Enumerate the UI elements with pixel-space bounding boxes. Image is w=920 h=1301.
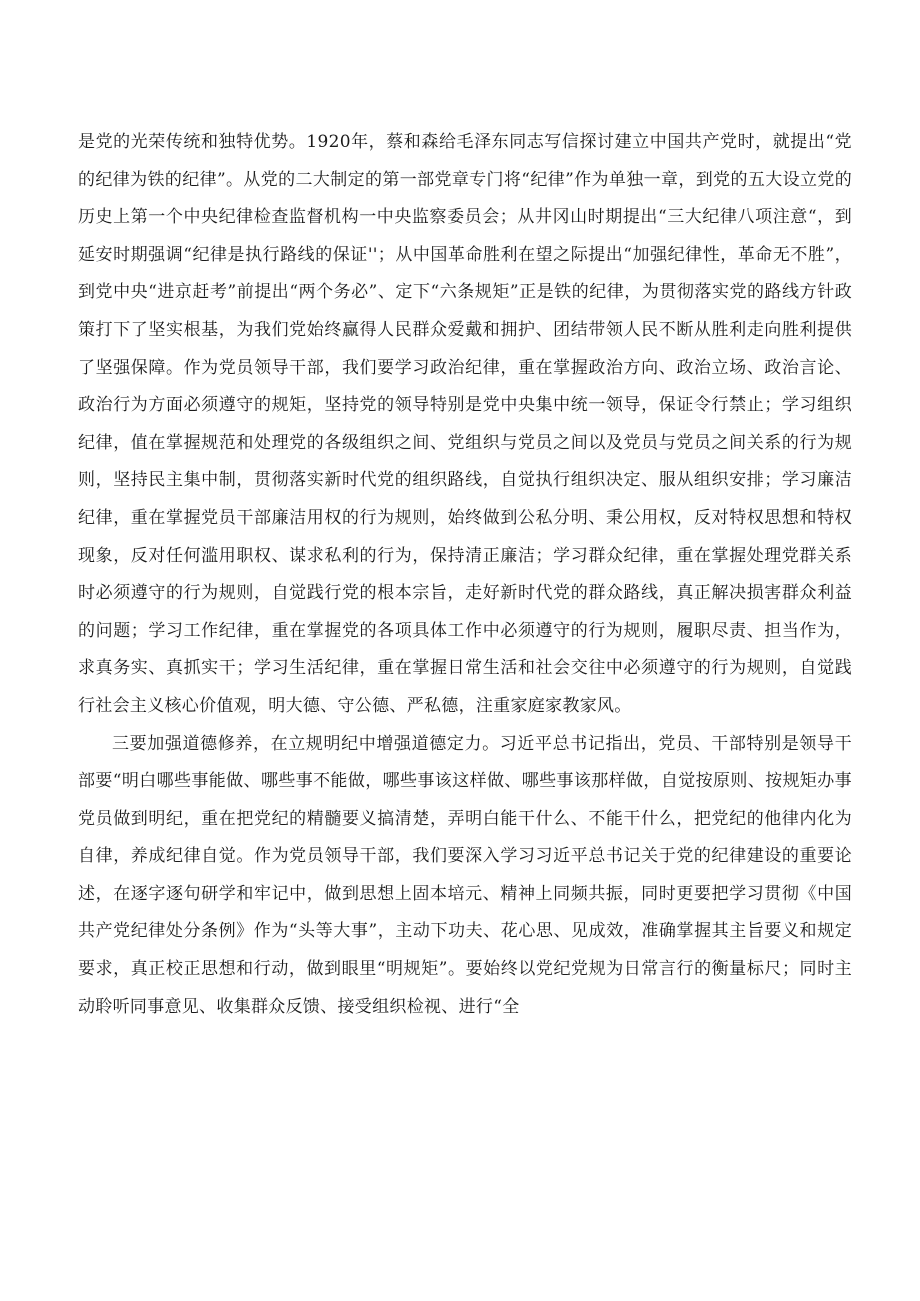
document-body [78,124,852,1026]
paragraph-discipline-history: 是党的光荣传统和独特优势。1920年，蔡和森给毛泽东同志写信探讨建立中国共产党时，就提出“党的纪律为铁的纪律”。从党的二大制定的第一部党章专门将“纪律”作为单独一章，到党的五大设立党的历史上第一个中央纪律检查监督机构一中央监察委员会；从井冈山时期提出“三大纪律八项注意“，到延安时期强调“纪律是执行路线的保证''；从中国革命胜利在望之际提出“加强纪律性，革命无不胜”，到党中央“进京赶考”前提出“两个务必”、定下“六条规矩”正是铁的纪律，为贯彻落实党的路线方针政策打下了坚实根基，为我们党始终赢得人民群众爱戴和拥护、团结带领人民不断从胜利走向胜利提供了坚强保障。作为党员领导干部，我们要学习政治纪律，重在掌握政治方向、政治立场、政治言论、政治行为方面必须遵守的规矩，坚持党的领导特别是党中央集中统一领导，保证令行禁止；学习组织纪律，值在掌握规范和处理党的各级组织之间、党组织与党员之间以及党员与党员之间关系的行为规则，坚持民主集中制，贯彻落实新时代党的组织路线，自觉执行组织决定、服从组织安排；学习廉洁纪律，重在掌握党员干部廉洁用权的行为规则，始终做到公私分明、秉公用权，反对特权思想和特权现象，反对任何滥用职权、谋求私利的行为，保持清正廉洁；学习群众纪律，重在掌握处理党群关系时必须遵守的行为规则，自觉践行党的根本宗旨，走好新时代党的群众路线，真正解决损害群众利益的问题；学习工作纪律，重在掌握党的各项具体工作中必须遵守的行为规则，履职尽责、担当作为，求真务实、真抓实干；学习生活纪律，重在掌握日常生活和社会交往中必须遵守的行为规则，自觉践行社会主义核心价值观，明大德、守公德、严私德，注重家庭家教家风。 [78,132,852,716]
paragraph-moral-cultivation: 三要加强道德修养，在立规明纪中增强道德定力。习近平总书记指出，党员、干部特别是领导干部要“明白哪些事能做、哪些事不能做，哪些事该这样做、哪些事该那样做，自觉按原则、按规矩办事党员做到明纪，重在把党纪的精髓要义搞清楚，弄明白能干什么、不能干什么，把党纪的他律内化为自律，养成纪律自觉。作为党员领导干部，我们要深入学习习近平总书记关于党的纪律建设的重要论述，在逐字逐句研学和牢记中，做到思想上固本培元、精神上同频共振，同时更要把学习贯彻《中国共产党纪律处分条例》作为“头等大事”，主动下功夫、花心思、见成效，准确掌握其主旨要义和规定要求，真正校正思想和行动，做到眼里“明规矩”。要始终以党纪党规为日常言行的衡量标尺；同时主动聆听同事意见、收集群众反馈、接受组织检视、进行“全 [78,733,852,1017]
